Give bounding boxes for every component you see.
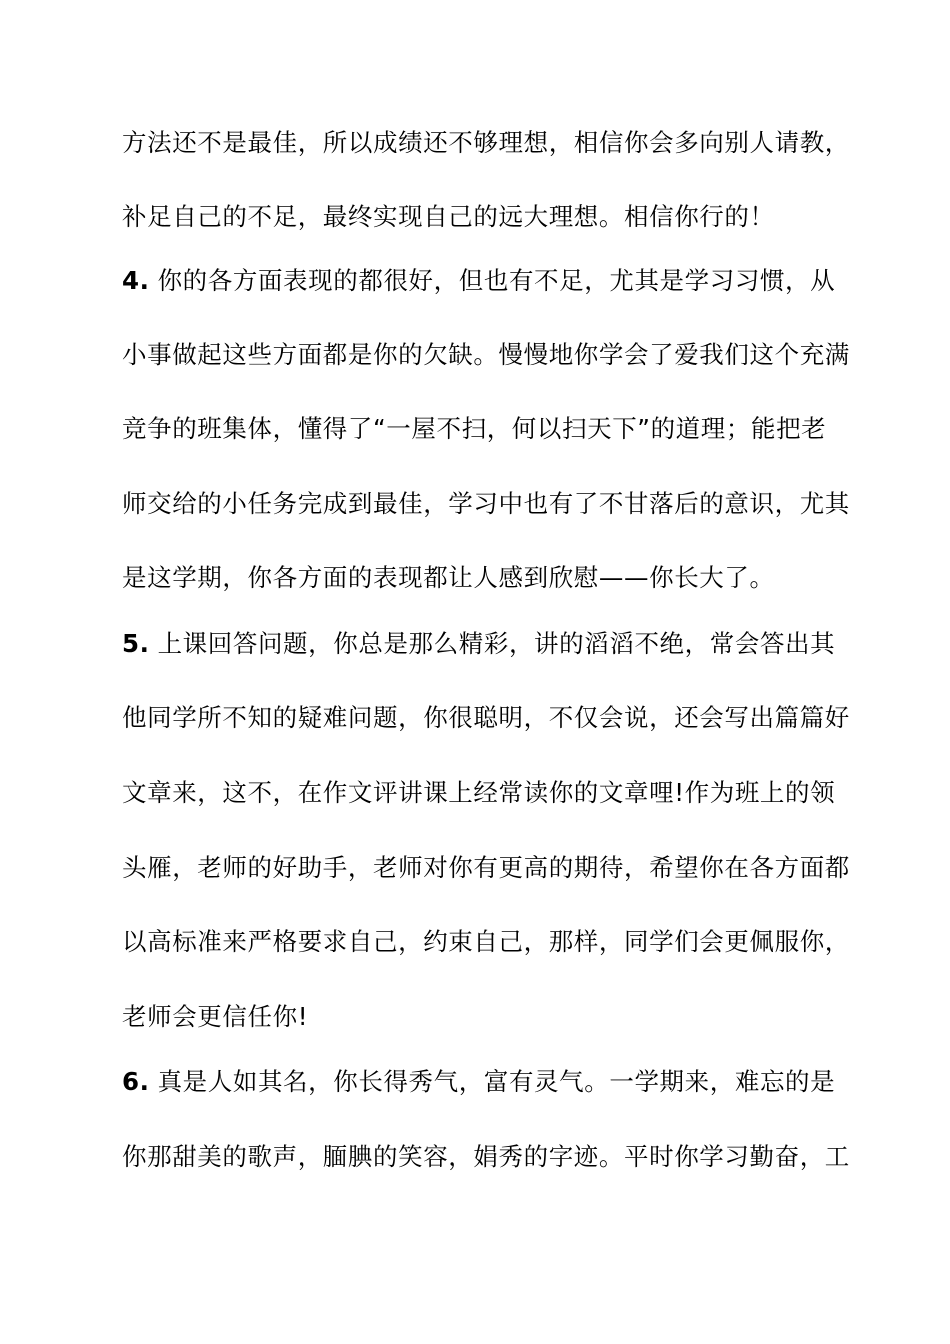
item-number: 6. bbox=[122, 1067, 150, 1096]
text-line: 老师会更信任你! bbox=[122, 1002, 309, 1031]
text-line: 方法还不是最佳，所以成绩还不够理想，相信你会多向别人请教， bbox=[122, 128, 850, 157]
text-line: 小事做起这些方面都是你的欠缺。慢慢地你学会了爱我们这个充满 bbox=[122, 340, 850, 369]
list-item-6-first-line bbox=[122, 1067, 862, 1097]
text-line: 师交给的小任务完成到最佳，学习中也有了不甘落后的意识，尤其 bbox=[122, 489, 850, 518]
text-line: 是这学期，你各方面的表现都让人感到欣慰——你长大了。 bbox=[122, 563, 775, 592]
text-line: 你那甜美的歌声，腼腆的笑容，娟秀的字迹。平时你学习勤奋，工 bbox=[122, 1142, 850, 1171]
text-line: 补足自己的不足，最终实现自己的远大理想。相信你行的！ bbox=[122, 202, 775, 231]
item-number: 5. bbox=[122, 629, 150, 658]
list-item-5-first-line bbox=[122, 629, 862, 659]
item-number: 4. bbox=[122, 266, 150, 295]
text-line: 真是人如其名，你长得秀气，富有灵气。一学期来，难忘的是 bbox=[157, 1067, 836, 1096]
text-line: 头雁，老师的好助手，老师对你有更高的期待，希望你在各方面都 bbox=[122, 853, 850, 882]
text-line: 文章来，这不，在作文评讲课上经常读你的文章哩!作为班上的领 bbox=[122, 778, 836, 807]
text-line: 你的各方面表现的都很好，但也有不足，尤其是学习习惯，从 bbox=[157, 266, 836, 295]
text-line: 上课回答问题，你总是那么精彩，讲的滔滔不绝，常会答出其 bbox=[157, 629, 836, 658]
text-line: 以高标准来严格要求自己，约束自己，那样，同学们会更佩服你， bbox=[122, 927, 850, 956]
text-line: 他同学所不知的疑难问题，你很聪明，不仅会说，还会写出篇篇好 bbox=[122, 703, 850, 732]
list-item-4-first-line bbox=[122, 266, 862, 296]
text-line: 竞争的班集体，懂得了“一屋不扫，何以扫天下”的道理；能把老 bbox=[122, 414, 827, 443]
